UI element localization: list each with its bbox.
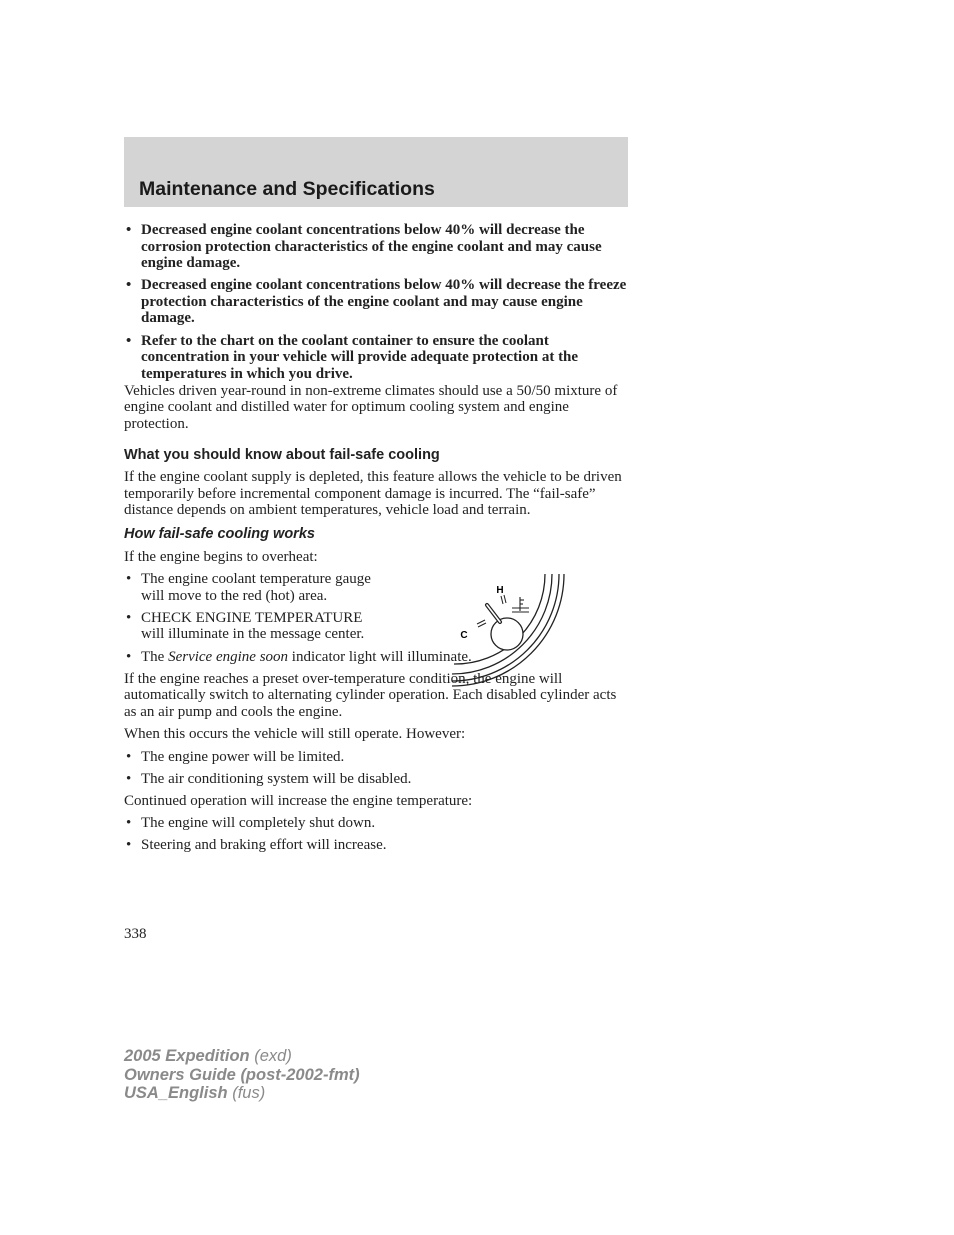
operate-list (124, 749, 630, 788)
failsafe-subheading: How fail-safe cooling works (124, 526, 315, 542)
document-footer (124, 1047, 360, 1103)
failsafe-heading: What you should know about fail-safe cooling (124, 446, 440, 463)
warning-item: • Decreased engine coolant concentrations below 40% will decrease the freeze protection characteristics of the engine coolant and may cause engine damage. (124, 277, 630, 327)
footer-line (124, 1084, 360, 1103)
continued-item: • Steering and braking effort will increase. (124, 837, 630, 854)
section-header (124, 137, 628, 207)
gauge-dial (491, 618, 523, 650)
gauge-hot-label: H (496, 585, 504, 596)
intro-paragraph: Vehicles driven year-round in non-extreme climates should use a 50/50 mixture of engine coolant and distilled water for optimum cooling system and engine protection. (124, 382, 618, 433)
page-content (124, 222, 630, 859)
overheat-item: • The engine coolant temperature gauge will move to the red (hot) area. (124, 571, 381, 604)
continued-intro: Continued operation will increase the engine temperature: (124, 793, 473, 810)
overheat-item: • CHECK ENGINE TEMPERATURE will illuminate in the message center. (124, 610, 381, 643)
service-prefix: The (141, 648, 169, 665)
temperature-gauge-illustration (450, 572, 570, 692)
operate-item: • The air conditioning system will be disabled. (124, 771, 630, 788)
footer-language-code: (fus) (227, 1084, 266, 1102)
service-suffix: indicator light will illuminate. (288, 648, 472, 665)
footer-model: 2005 Expedition (124, 1047, 250, 1065)
warning-list (124, 222, 630, 382)
continued-item: • The engine will completely shut down. (124, 815, 630, 832)
footer-line (124, 1047, 360, 1066)
footer-language: USA_English (124, 1084, 228, 1102)
warning-item: • Decreased engine coolant concentrations below 40% will decrease the corrosion protection characteristics of the engine coolant and may cause engine damage. (124, 222, 630, 272)
gauge-cold-label: C (460, 630, 468, 641)
footer-model-code: (exd) (249, 1047, 292, 1065)
continued-list (124, 815, 630, 854)
operate-item: • The engine power will be limited. (124, 749, 630, 766)
thermometer-icon (512, 597, 529, 612)
service-emphasis: Service engine soon (168, 648, 289, 665)
failsafe-paragraph: If the engine coolant supply is depleted, this feature allows the vehicle to be driven temporarily before incremental component damage is incurred. The “fail-safe” distance depends on ambient temperatures, vehicle load and terrain. (124, 469, 622, 519)
section-title: Maintenance and Specifications (139, 178, 435, 200)
footer-line (124, 1066, 360, 1085)
preset-paragraph: If the engine reaches a preset over-temperature condition, the engine will automatically switch to alternating cylinder operation. Each disabled cylinder acts as an air pump and cools the engine. (124, 670, 617, 720)
footer-guide: Owners Guide (post-2002-fmt) (124, 1065, 360, 1084)
page-number: 338 (124, 926, 147, 942)
warning-item: • Refer to the chart on the coolant container to ensure the coolant concentration in your vehicle will provide adequate protection at the temperatures in which you drive. (124, 333, 630, 383)
overheat-intro: If the engine begins to overheat: (124, 548, 318, 565)
operate-intro: When this occurs the vehicle will still operate. However: (124, 726, 466, 743)
